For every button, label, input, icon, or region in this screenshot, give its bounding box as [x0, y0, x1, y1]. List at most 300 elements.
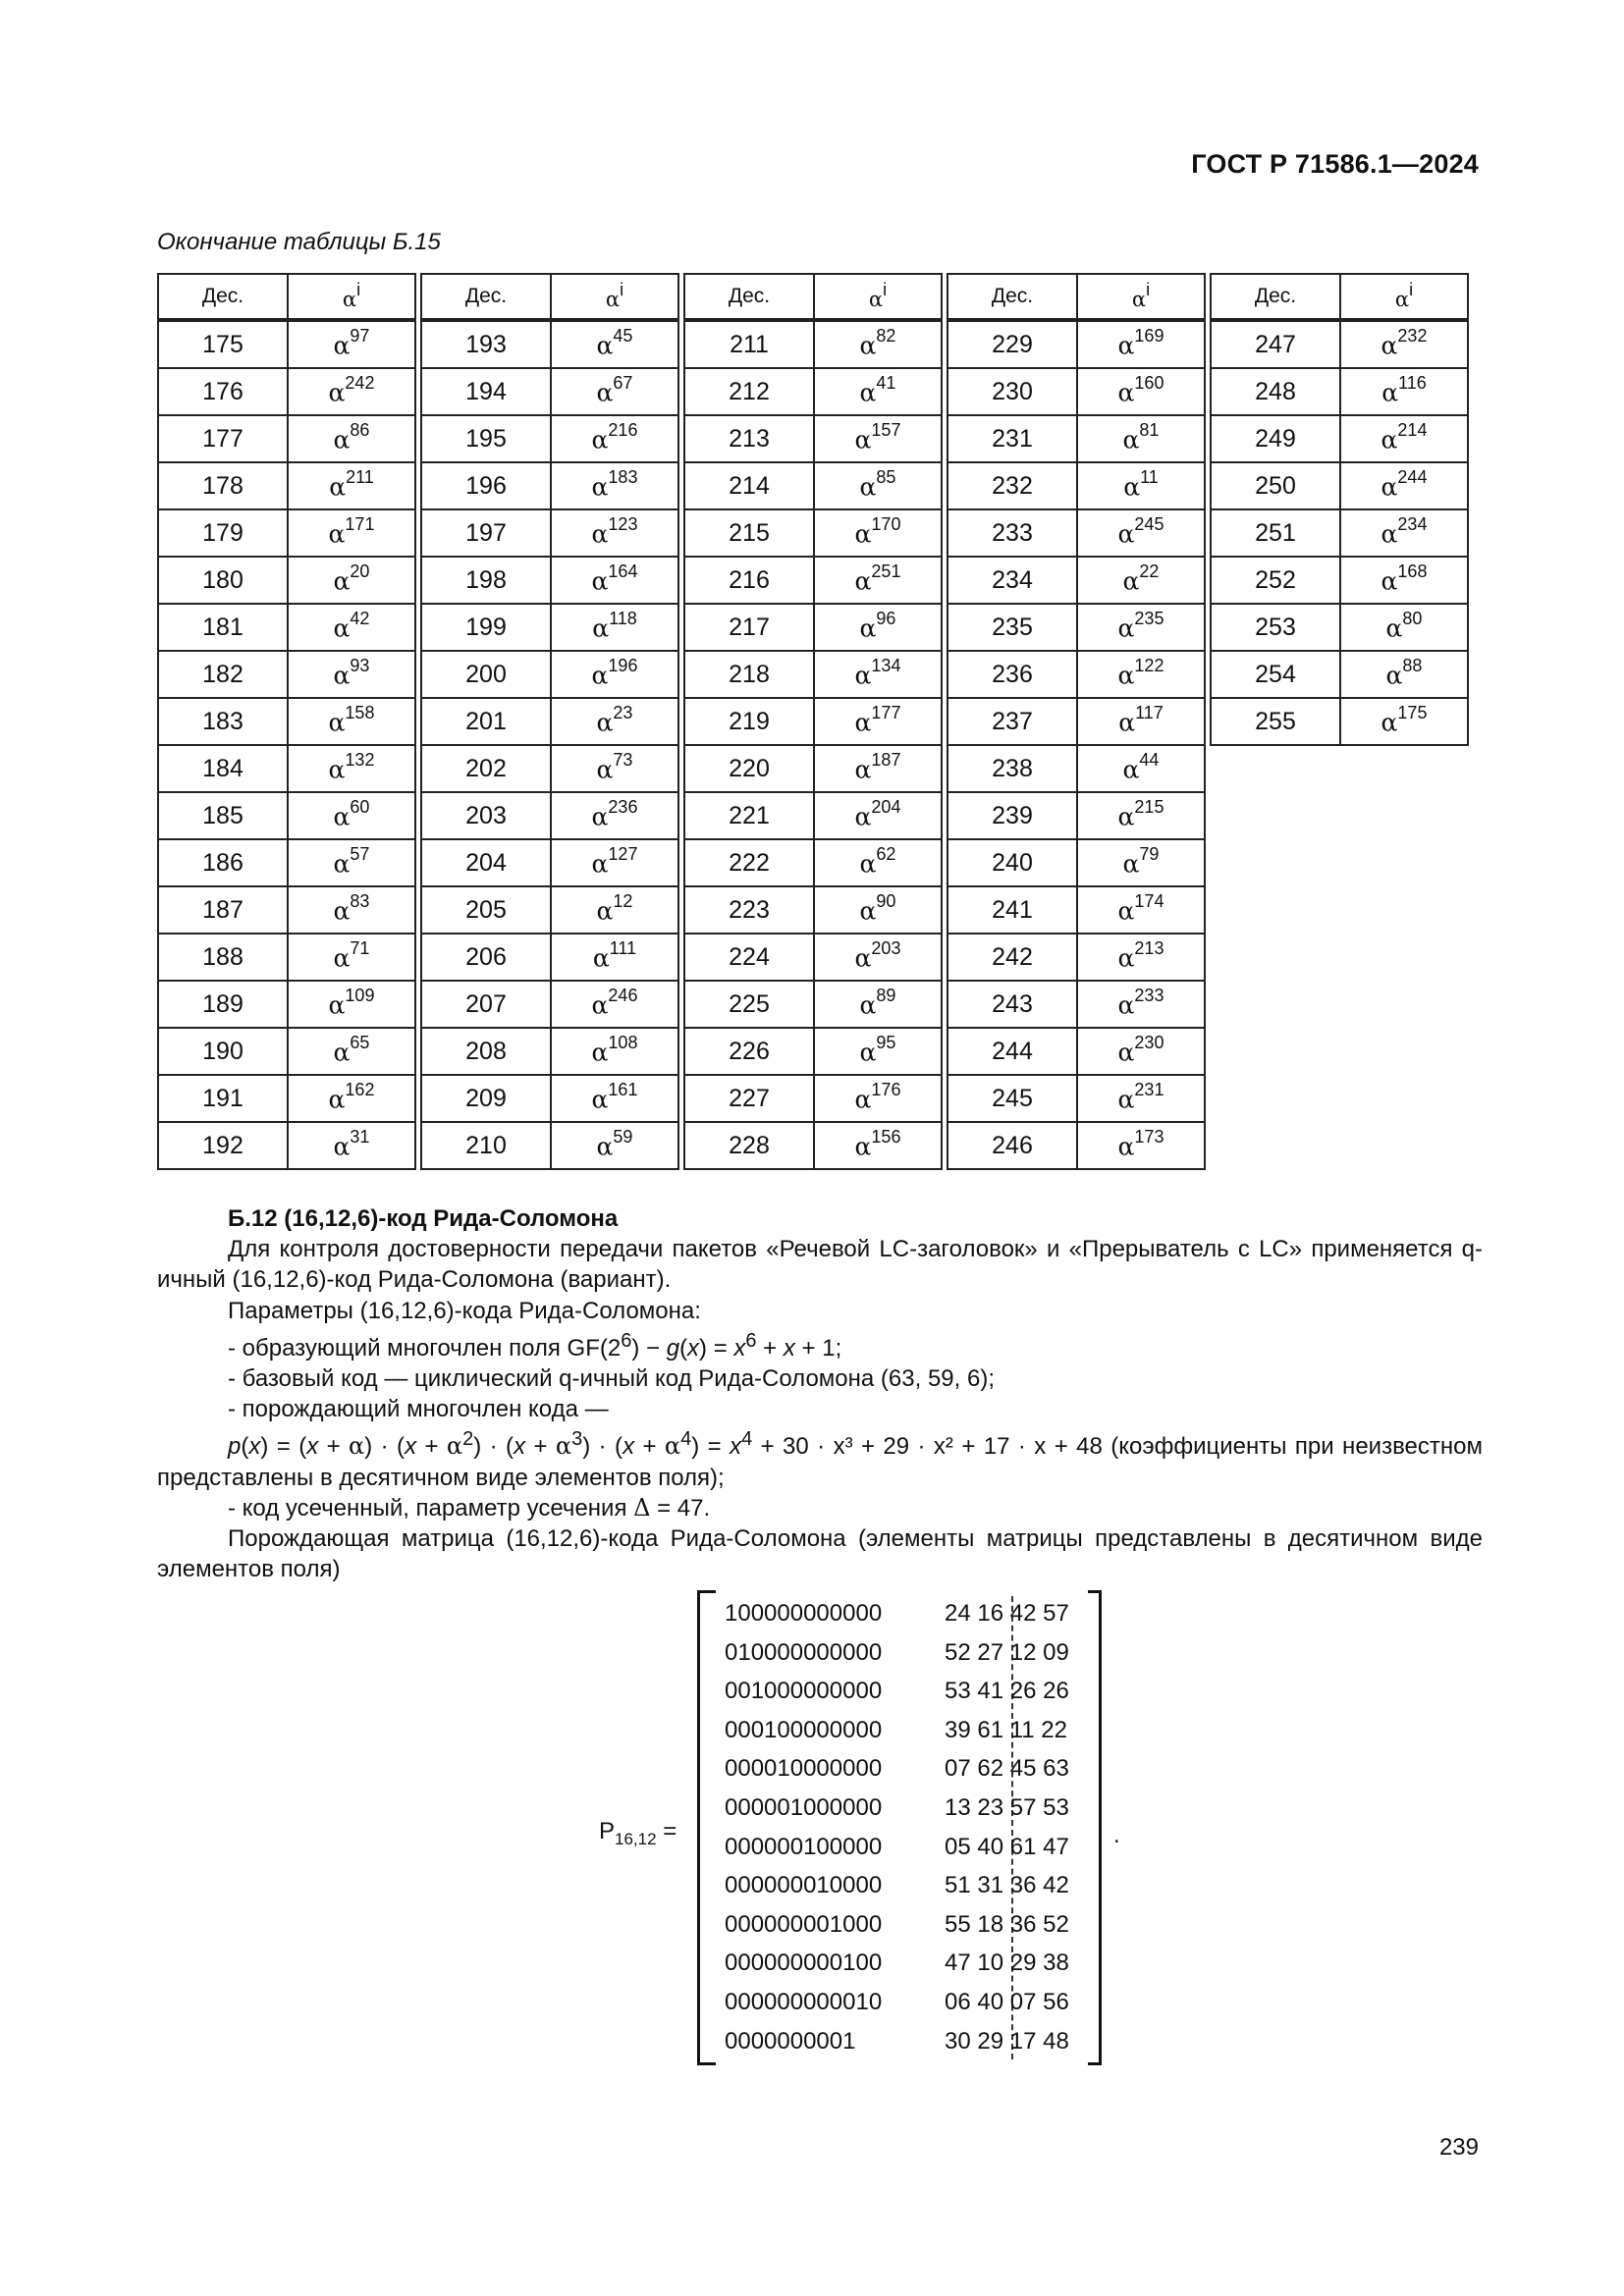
dec-cell: 203 [421, 792, 551, 839]
dec-cell: 199 [421, 604, 551, 651]
alpha-cell: $\alpha^{31}$ [288, 1122, 415, 1169]
alpha-cell: $\alpha^{71}$ [288, 934, 415, 981]
alpha-cell: $\alpha^{213}$ [1077, 934, 1205, 981]
dec-cell: 210 [421, 1122, 551, 1169]
matrix-identity-part: 100000000000 [725, 1600, 883, 1627]
param-generator: - порождающий многочлен кода — [228, 1396, 609, 1423]
table-row [421, 698, 678, 745]
alpha-cell: $\alpha^{214}$ [1340, 415, 1468, 462]
matrix-parity-part: 13 23 57 53 [945, 1794, 1069, 1821]
table-row [158, 792, 415, 839]
column-header-dec: Дес. [1211, 274, 1340, 320]
alpha-cell: $\alpha^{86}$ [288, 415, 415, 462]
alpha-cell: $\alpha^{73}$ [551, 745, 678, 792]
dec-cell: 234 [947, 557, 1077, 604]
dec-cell: 200 [421, 651, 551, 698]
table-row [158, 745, 415, 792]
dec-cell: 249 [1211, 415, 1340, 462]
matrix-identity-part: 000100000000 [725, 1716, 883, 1743]
table-row [158, 462, 415, 509]
matrix-parity-part: 24 16 42 57 [945, 1600, 1069, 1627]
dec-cell: 191 [158, 1075, 288, 1122]
dec-cell: 186 [158, 839, 288, 886]
table-row [158, 320, 415, 368]
alpha-cell: $\alpha^{116}$ [1340, 368, 1468, 415]
alpha-cell: $\alpha^{108}$ [551, 1028, 678, 1075]
matrix-identity-part: 000000010000 [725, 1872, 883, 1899]
alpha-cell: $\alpha^{234}$ [1340, 509, 1468, 557]
dec-cell: 180 [158, 557, 288, 604]
param-base-code: - базовый код — циклический q-ичный код Рида-Соломона (63, 59, 6); [228, 1365, 995, 1393]
alpha-cell: $\alpha^{65}$ [288, 1028, 415, 1075]
matrix-identity-part: 010000000000 [725, 1638, 883, 1666]
table-row [158, 839, 415, 886]
alpha-cell: $\alpha^{83}$ [288, 886, 415, 934]
alpha-cell: $\alpha^{60}$ [288, 792, 415, 839]
alpha-cell: $\alpha^{156}$ [814, 1122, 942, 1169]
page-number: 239 [1438, 2134, 1479, 2161]
dec-cell: 175 [158, 320, 288, 368]
dec-cell: 238 [947, 745, 1077, 792]
table-row [421, 604, 678, 651]
alpha-cell: $\alpha^{12}$ [551, 886, 678, 934]
dec-cell: 192 [158, 1122, 288, 1169]
dec-cell: 218 [684, 651, 814, 698]
dec-cell: 251 [1211, 509, 1340, 557]
table-row [421, 934, 678, 981]
table-row [158, 1075, 415, 1122]
dec-cell: 197 [421, 509, 551, 557]
table-row [421, 981, 678, 1028]
table-row [947, 1075, 1205, 1122]
dec-cell: 250 [1211, 462, 1340, 509]
alpha-cell: $\alpha^{232}$ [1340, 320, 1468, 368]
alpha-cell: $\alpha^{85}$ [814, 462, 942, 509]
alpha-cell: $\alpha^{123}$ [551, 509, 678, 557]
matrix-row [725, 1717, 1102, 1756]
matrix-parity-part: 30 29 17 48 [945, 2027, 1069, 2055]
dec-cell: 211 [684, 320, 814, 368]
matrix-row [725, 1949, 1102, 1989]
alpha-cell: $\alpha^{67}$ [551, 368, 678, 415]
dec-cell: 193 [421, 320, 551, 368]
dec-cell: 184 [158, 745, 288, 792]
alpha-cell: $\alpha^{89}$ [814, 981, 942, 1028]
dec-cell: 202 [421, 745, 551, 792]
paragraph-params: Параметры (16,12,6)-кода Рида-Соломона: [228, 1297, 701, 1324]
alpha-cell: $\alpha^{57}$ [288, 839, 415, 886]
table-row [947, 981, 1205, 1028]
matrix-row [725, 1989, 1102, 2028]
table-row [684, 698, 942, 745]
dec-cell: 253 [1211, 604, 1340, 651]
table-row [158, 1122, 415, 1169]
alpha-cell: $\alpha^{80}$ [1340, 604, 1468, 651]
dec-cell: 228 [684, 1122, 814, 1169]
alpha-cell: $\alpha^{157}$ [814, 415, 942, 462]
table-row [947, 698, 1205, 745]
table-row [947, 1122, 1205, 1169]
dec-cell: 237 [947, 698, 1077, 745]
matrix-identity-part: 000000001000 [725, 1910, 883, 1938]
table-row [947, 1028, 1205, 1075]
dec-cell: 188 [158, 934, 288, 981]
alpha-cell: $\alpha^{20}$ [288, 557, 415, 604]
alpha-cell: $\alpha^{230}$ [1077, 1028, 1205, 1075]
dec-cell: 244 [947, 1028, 1077, 1075]
matrix-identity-part: 001000000000 [725, 1678, 883, 1705]
table-row [421, 462, 678, 509]
matrix-row [725, 1755, 1102, 1794]
table-row [947, 509, 1205, 557]
table-row [1211, 557, 1468, 604]
table-row [1211, 651, 1468, 698]
alpha-cell: $\alpha^{245}$ [1077, 509, 1205, 557]
dec-cell: 185 [158, 792, 288, 839]
alpha-cell: $\alpha^{160}$ [1077, 368, 1205, 415]
table-row [947, 320, 1205, 368]
dec-cell: 221 [684, 792, 814, 839]
generator-polynomial: $p(x) = (x + \alpha) \cdot (x + \alpha^2) \cdot (x + \alpha^3) \cdot (x + \alpha^4) = x^4 + 30 \cdot x^3 + 29 \cdot x^2 + 17 \cdot x + 48$ (коэффициенты при неизвестном представлены в десятичном виде элементов поля); [157, 1428, 1483, 1491]
column-header-alpha: $\alpha^i$ [1340, 274, 1468, 320]
table-row [947, 839, 1205, 886]
alpha-cell: $\alpha^{236}$ [551, 792, 678, 839]
dec-cell: 176 [158, 368, 288, 415]
alpha-cell: $\alpha^{171}$ [288, 509, 415, 557]
dec-cell: 206 [421, 934, 551, 981]
table-row [158, 934, 415, 981]
dec-cell: 245 [947, 1075, 1077, 1122]
dec-cell: 195 [421, 415, 551, 462]
alpha-cell: $\alpha^{176}$ [814, 1075, 942, 1122]
dec-cell: 225 [684, 981, 814, 1028]
table-row [684, 1075, 942, 1122]
dec-cell: 235 [947, 604, 1077, 651]
table-row [1211, 368, 1468, 415]
table-row [684, 368, 942, 415]
dec-cell: 208 [421, 1028, 551, 1075]
table-row [947, 462, 1205, 509]
alpha-cell: $\alpha^{174}$ [1077, 886, 1205, 934]
table-row [158, 1028, 415, 1075]
alpha-cell: $\alpha^{216}$ [551, 415, 678, 462]
alpha-cell: $\alpha^{187}$ [814, 745, 942, 792]
dec-cell: 226 [684, 1028, 814, 1075]
dec-cell: 212 [684, 368, 814, 415]
dec-cell: 248 [1211, 368, 1340, 415]
table-row [158, 368, 415, 415]
column-header-dec: Дес. [421, 274, 551, 320]
table-row [421, 839, 678, 886]
matrix-trailing-dot: . [1113, 1822, 1120, 1848]
alpha-cell: $\alpha^{177}$ [814, 698, 942, 745]
table-row [421, 1028, 678, 1075]
dec-cell: 230 [947, 368, 1077, 415]
dec-cell: 254 [1211, 651, 1340, 698]
dec-cell: 243 [947, 981, 1077, 1028]
dec-cell: 227 [684, 1075, 814, 1122]
table-row [684, 509, 942, 557]
matrix-parity-part: 07 62 45 63 [945, 1755, 1069, 1783]
table-block [1210, 273, 1469, 746]
dec-cell: 198 [421, 557, 551, 604]
matrix-identity-part: 000001000000 [725, 1794, 883, 1821]
alpha-cell: $\alpha^{82}$ [814, 320, 942, 368]
table-row [421, 557, 678, 604]
alpha-table [157, 273, 1473, 1170]
column-header-dec: Дес. [947, 274, 1077, 320]
table-row [684, 1122, 942, 1169]
matrix-identity-part: 000000000010 [725, 1989, 883, 2015]
matrix-row [725, 2028, 1102, 2067]
table-row [684, 839, 942, 886]
alpha-cell: $\alpha^{44}$ [1077, 745, 1205, 792]
table-row [684, 320, 942, 368]
poly-tail: + 30 · x³ + 29 · x² + 17 · x + 48 (коэффициенты при неизвестном представлены в десятичном виде элементов поля); [157, 1433, 1483, 1491]
table-row [947, 604, 1205, 651]
alpha-cell: $\alpha^{111}$ [551, 934, 678, 981]
dec-cell: 205 [421, 886, 551, 934]
table-row [421, 1122, 678, 1169]
table-row [947, 886, 1205, 934]
table-row [684, 745, 942, 792]
alpha-cell: $\alpha^{90}$ [814, 886, 942, 934]
dec-cell: 242 [947, 934, 1077, 981]
paragraph-matrix: Порождающая матрица (16,12,6)-кода Рида-Соломона (элементы матрицы представлены в десятичном виде элементов поля) [157, 1525, 1483, 1583]
alpha-cell: $\alpha^{59}$ [551, 1122, 678, 1169]
alpha-cell: $\alpha^{117}$ [1077, 698, 1205, 745]
alpha-cell: $\alpha^{127}$ [551, 839, 678, 886]
alpha-cell: $\alpha^{231}$ [1077, 1075, 1205, 1122]
alpha-cell: $\alpha^{45}$ [551, 320, 678, 368]
table-row [1211, 462, 1468, 509]
alpha-cell: $\alpha^{41}$ [814, 368, 942, 415]
table-row [947, 792, 1205, 839]
table-row [158, 604, 415, 651]
alpha-cell: $\alpha^{118}$ [551, 604, 678, 651]
matrix-row [725, 1639, 1102, 1679]
column-header-dec: Дес. [684, 274, 814, 320]
alpha-cell: $\alpha^{161}$ [551, 1075, 678, 1122]
table-row [684, 604, 942, 651]
table-row [158, 981, 415, 1028]
dec-cell: 177 [158, 415, 288, 462]
alpha-cell: $\alpha^{23}$ [551, 698, 678, 745]
table-row [158, 557, 415, 604]
table-block [420, 273, 679, 1170]
alpha-cell: $\alpha^{134}$ [814, 651, 942, 698]
alpha-cell: $\alpha^{173}$ [1077, 1122, 1205, 1169]
alpha-cell: $\alpha^{175}$ [1340, 698, 1468, 745]
dec-cell: 239 [947, 792, 1077, 839]
alpha-cell: $\alpha^{211}$ [288, 462, 415, 509]
matrix-parity-part: 47 10 29 38 [945, 1949, 1069, 1977]
matrix-identity-part: 0000000001 [725, 2027, 856, 2055]
section-title: Б.12 (16,12,6)-код Рида-Соломона [228, 1205, 619, 1232]
matrix-row [725, 1834, 1102, 1873]
dec-cell: 247 [1211, 320, 1340, 368]
alpha-cell: $\alpha^{162}$ [288, 1075, 415, 1122]
dec-cell: 215 [684, 509, 814, 557]
dec-cell: 204 [421, 839, 551, 886]
table-row [684, 981, 942, 1028]
alpha-cell: $\alpha^{22}$ [1077, 557, 1205, 604]
alpha-cell: $\alpha^{158}$ [288, 698, 415, 745]
dec-cell: 182 [158, 651, 288, 698]
table-row [421, 651, 678, 698]
table-row [684, 462, 942, 509]
dec-cell: 217 [684, 604, 814, 651]
alpha-cell: $\alpha^{242}$ [288, 368, 415, 415]
alpha-cell: $\alpha^{233}$ [1077, 981, 1205, 1028]
matrix-row [725, 1678, 1102, 1717]
column-header-alpha: $\alpha^i$ [288, 274, 415, 320]
alpha-cell: $\alpha^{42}$ [288, 604, 415, 651]
table-row [421, 320, 678, 368]
dec-cell: 214 [684, 462, 814, 509]
matrix-row [725, 1794, 1102, 1834]
table-row [947, 745, 1205, 792]
dec-cell: 207 [421, 981, 551, 1028]
table-row [947, 934, 1205, 981]
paragraph-intro: Для контроля достоверности передачи пакетов «Речевой LC-заголовок» и «Прерыватель с LC» применяется q-ичный (16,12,6)-код Рида-Соломона (вариант). [157, 1236, 1483, 1294]
table-row [158, 651, 415, 698]
table-row [684, 792, 942, 839]
table-row [684, 557, 942, 604]
column-header-dec: Дес. [158, 274, 288, 320]
alpha-cell: $\alpha^{79}$ [1077, 839, 1205, 886]
matrix-row [725, 1872, 1102, 1911]
alpha-cell: $\alpha^{183}$ [551, 462, 678, 509]
alpha-cell: $\alpha^{62}$ [814, 839, 942, 886]
matrix-identity-part: 000000100000 [725, 1833, 883, 1860]
alpha-cell: $\alpha^{169}$ [1077, 320, 1205, 368]
dec-cell: 179 [158, 509, 288, 557]
column-header-alpha: $\alpha^i$ [814, 274, 942, 320]
dec-cell: 194 [421, 368, 551, 415]
dec-cell: 216 [684, 557, 814, 604]
alpha-cell: $\alpha^{88}$ [1340, 651, 1468, 698]
dec-cell: 255 [1211, 698, 1340, 745]
dec-cell: 189 [158, 981, 288, 1028]
dec-cell: 213 [684, 415, 814, 462]
dec-cell: 246 [947, 1122, 1077, 1169]
alpha-cell: $\alpha^{96}$ [814, 604, 942, 651]
alpha-cell: $\alpha^{246}$ [551, 981, 678, 1028]
matrix-row [725, 1911, 1102, 1950]
dec-cell: 232 [947, 462, 1077, 509]
dec-cell: 224 [684, 934, 814, 981]
alpha-cell: $\alpha^{11}$ [1077, 462, 1205, 509]
alpha-cell: $\alpha^{251}$ [814, 557, 942, 604]
table-row [1211, 698, 1468, 745]
alpha-cell: $\alpha^{95}$ [814, 1028, 942, 1075]
table-row [1211, 415, 1468, 462]
alpha-cell: $\alpha^{122}$ [1077, 651, 1205, 698]
alpha-cell: $\alpha^{132}$ [288, 745, 415, 792]
matrix-parity-part: 52 27 12 09 [945, 1638, 1069, 1666]
table-row [421, 745, 678, 792]
table-row [421, 415, 678, 462]
dec-cell: 240 [947, 839, 1077, 886]
alpha-cell: $\alpha^{244}$ [1340, 462, 1468, 509]
matrix-identity-part: 000000000100 [725, 1949, 883, 1977]
dec-cell: 190 [158, 1028, 288, 1075]
dec-cell: 187 [158, 886, 288, 934]
alpha-cell: $\alpha^{203}$ [814, 934, 942, 981]
table-block [157, 273, 416, 1170]
matrix-parity-part: 53 41 26 26 [945, 1678, 1069, 1705]
document-header: ГОСТ Р 71586.1—2024 [1191, 149, 1479, 179]
alpha-cell: $\alpha^{109}$ [288, 981, 415, 1028]
table-block [947, 273, 1206, 1170]
table-row [158, 415, 415, 462]
table-row [947, 415, 1205, 462]
alpha-cell: $\alpha^{196}$ [551, 651, 678, 698]
table-row [1211, 320, 1468, 368]
table-row [421, 368, 678, 415]
table-row [684, 1028, 942, 1075]
matrix-label: $P_{16,12}$ = [599, 1818, 677, 1848]
matrix-parity-part: 05 40 61 47 [945, 1833, 1069, 1860]
dec-cell: 241 [947, 886, 1077, 934]
table-row [947, 368, 1205, 415]
table-row [421, 509, 678, 557]
matrix-parity-part: 39 61 11 22 [945, 1716, 1068, 1743]
matrix-parity-part: 06 40 07 56 [945, 1989, 1069, 2015]
dec-cell: 220 [684, 745, 814, 792]
table-row [684, 651, 942, 698]
table-row [158, 509, 415, 557]
dec-cell: 183 [158, 698, 288, 745]
alpha-cell: $\alpha^{170}$ [814, 509, 942, 557]
dec-cell: 252 [1211, 557, 1340, 604]
alpha-cell: $\alpha^{93}$ [288, 651, 415, 698]
matrix-identity-part: 000010000000 [725, 1755, 883, 1783]
alpha-cell: $\alpha^{204}$ [814, 792, 942, 839]
table-row [421, 886, 678, 934]
table-row [947, 557, 1205, 604]
dec-cell: 201 [421, 698, 551, 745]
dec-cell: 236 [947, 651, 1077, 698]
alpha-cell: $\alpha^{168}$ [1340, 557, 1468, 604]
alpha-cell: $\alpha^{235}$ [1077, 604, 1205, 651]
table-row [158, 886, 415, 934]
table-block [683, 273, 943, 1170]
dec-cell: 233 [947, 509, 1077, 557]
dec-cell: 181 [158, 604, 288, 651]
table-row [947, 651, 1205, 698]
table-row [421, 1075, 678, 1122]
matrix-row [725, 1600, 1102, 1639]
alpha-cell: $\alpha^{215}$ [1077, 792, 1205, 839]
matrix-parity-part: 51 31 36 42 [945, 1872, 1069, 1899]
table-row [158, 698, 415, 745]
matrix-parity-part: 55 18 36 52 [945, 1910, 1069, 1938]
table-row [1211, 604, 1468, 651]
alpha-cell: $\alpha^{81}$ [1077, 415, 1205, 462]
table-row [1211, 509, 1468, 557]
table-row [421, 792, 678, 839]
section [157, 1203, 1483, 1584]
table-row [684, 415, 942, 462]
param-field-polynomial: - образующий многочлен поля $GF(2^6) - g(x) = x^6 + x + 1$; [228, 1329, 842, 1362]
column-header-alpha: $\alpha^i$ [1077, 274, 1205, 320]
dec-cell: 209 [421, 1075, 551, 1122]
dec-cell: 222 [684, 839, 814, 886]
dec-cell: 196 [421, 462, 551, 509]
alpha-cell: $\alpha^{164}$ [551, 557, 678, 604]
